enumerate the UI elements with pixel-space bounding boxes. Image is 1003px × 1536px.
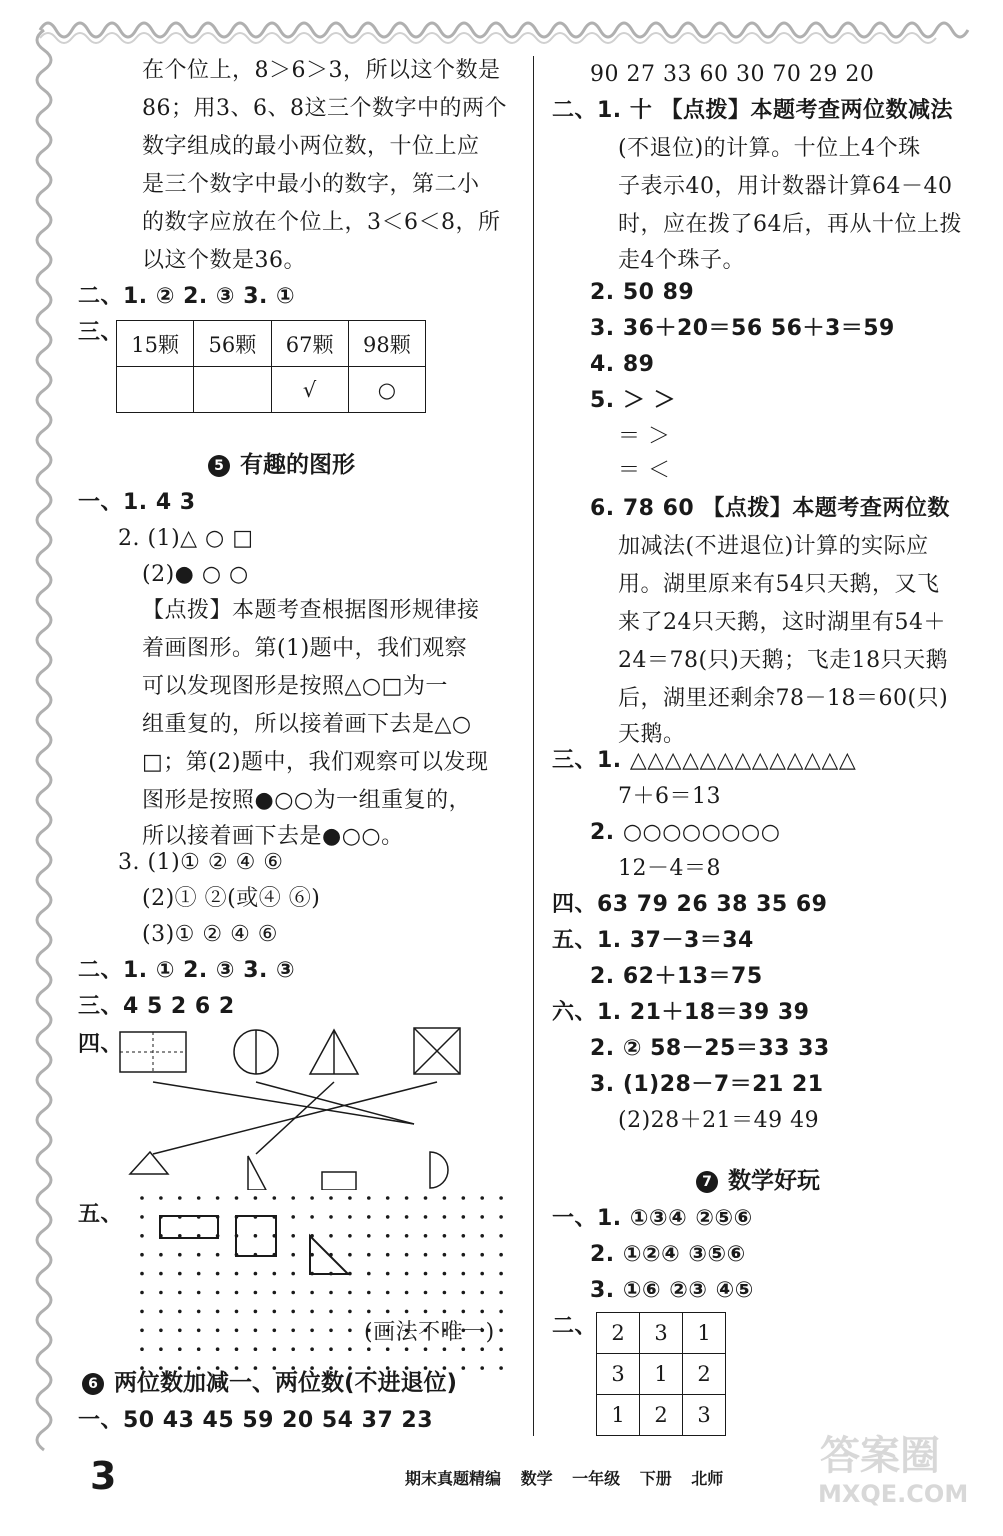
grid-dot xyxy=(291,1234,295,1238)
grid-dot xyxy=(424,1291,428,1295)
grid-dot xyxy=(178,1329,182,1333)
table-header-cell: 67颗 xyxy=(271,321,348,367)
grid-dot xyxy=(178,1196,182,1200)
answer-line: 7＋6＝13 xyxy=(618,784,721,809)
grid-dot xyxy=(462,1234,466,1238)
answer-line: 四、63 79 26 38 35 69 xyxy=(552,892,828,917)
grid-dot xyxy=(462,1215,466,1219)
answer-line: (2)● ○ ○ xyxy=(142,562,249,587)
grid-dot xyxy=(329,1234,333,1238)
grid-dot xyxy=(367,1253,371,1257)
grid-dot xyxy=(273,1310,277,1314)
answer-line: 3. 36＋20＝56 56＋3＝59 xyxy=(590,316,895,341)
grid-dot xyxy=(386,1291,390,1295)
grid-dot xyxy=(443,1196,447,1200)
grid-dot xyxy=(216,1253,220,1257)
magic-square-cell: 1 xyxy=(597,1395,640,1436)
answer-line: 二、1. ① 2. ③ 3. ③ xyxy=(78,958,296,983)
hint-line: □；第(2)题中，我们观察可以发现 xyxy=(142,750,489,775)
grid-dot xyxy=(424,1310,428,1314)
grid-dot xyxy=(462,1366,466,1370)
answer-line: 2. 62＋13＝75 xyxy=(590,964,763,989)
grid-dot xyxy=(462,1310,466,1314)
grid-dot xyxy=(216,1347,220,1351)
grid-dot xyxy=(216,1196,220,1200)
grid-dot xyxy=(140,1272,144,1276)
grid-dot xyxy=(443,1272,447,1276)
table-header-cell: 98颗 xyxy=(348,321,425,367)
answer-line: 3. (1)① ② ④ ⑥ xyxy=(118,850,284,875)
grid-dot xyxy=(254,1310,258,1314)
grid-dot xyxy=(159,1329,163,1333)
grid-dot xyxy=(235,1310,239,1314)
grid-dot xyxy=(140,1291,144,1295)
grid-dot xyxy=(386,1196,390,1200)
grid-dot xyxy=(178,1272,182,1276)
section-number-badge: 6 xyxy=(82,1373,104,1395)
grid-dot xyxy=(499,1253,503,1257)
grid-dot xyxy=(159,1272,163,1276)
grid-dot xyxy=(386,1234,390,1238)
grid-dot xyxy=(386,1310,390,1314)
grid-dot xyxy=(348,1215,352,1219)
answer-line: 一、1. 4 3 xyxy=(78,490,196,515)
grid-dot xyxy=(254,1196,258,1200)
grid-dot xyxy=(159,1291,163,1295)
grid-dot xyxy=(216,1329,220,1333)
grid-dot xyxy=(480,1310,484,1314)
grid-dot xyxy=(310,1329,314,1333)
grid-dot xyxy=(405,1196,409,1200)
grid-dot xyxy=(197,1347,201,1351)
answer-line: 90 27 33 60 30 70 29 20 xyxy=(590,62,875,87)
answer-line: (2)① ②(或④ ⑥) xyxy=(142,886,321,911)
hint-line: 【点拨】本题考查根据图形规律接 xyxy=(142,598,480,623)
grid-dot xyxy=(197,1272,201,1276)
grid-dot xyxy=(462,1291,466,1295)
explanation-line: 在个位上，8＞6＞3，所以这个数是 xyxy=(142,58,501,83)
half-triangle-shape xyxy=(130,1152,168,1174)
grid-dot xyxy=(499,1272,503,1276)
grid-dot xyxy=(178,1310,182,1314)
match-line xyxy=(153,1082,414,1124)
half-of-triangle-shape xyxy=(248,1156,266,1190)
grid-dot xyxy=(462,1196,466,1200)
magic-square-cell: 1 xyxy=(640,1354,683,1395)
grid-dot xyxy=(254,1347,258,1351)
grid-dot xyxy=(462,1272,466,1276)
grid-dot xyxy=(197,1310,201,1314)
magic-square-cell: 2 xyxy=(683,1354,726,1395)
grid-dot xyxy=(480,1366,484,1370)
answer-line: 二、1. ② 2. ③ 3. ① xyxy=(78,284,296,309)
grid-dot xyxy=(140,1347,144,1351)
grid-dot xyxy=(405,1291,409,1295)
grid-dot xyxy=(254,1234,258,1238)
grid-dot xyxy=(480,1215,484,1219)
magic-square-cell: 1 xyxy=(683,1313,726,1354)
answer-label: 四、 xyxy=(78,1032,124,1057)
grid-dot xyxy=(499,1215,503,1219)
section-6-heading xyxy=(82,1368,457,1398)
grid-dot xyxy=(348,1253,352,1257)
answer-line: ＝ ＞ xyxy=(618,424,671,449)
table-header-cell: 15颗 xyxy=(117,321,194,367)
grid-dot xyxy=(254,1272,258,1276)
grid-dot xyxy=(329,1215,333,1219)
answer-line: 六、1. 21＋18＝39 39 xyxy=(552,1000,810,1025)
grid-dot xyxy=(235,1329,239,1333)
grid-dot xyxy=(140,1215,144,1219)
grid-dot xyxy=(235,1347,239,1351)
grid-dot xyxy=(140,1196,144,1200)
grid-dot xyxy=(367,1215,371,1219)
grid-dot xyxy=(367,1272,371,1276)
grid-dot xyxy=(499,1196,503,1200)
grid-dot xyxy=(329,1347,333,1351)
grid-dot xyxy=(443,1310,447,1314)
answer-line: 4. 89 xyxy=(590,352,655,377)
grid-dot xyxy=(291,1196,295,1200)
answer-line: 3. ①⑥ ②③ ④⑤ xyxy=(590,1278,754,1303)
hint-line: 加减法(不进退位)计算的实际应 xyxy=(618,534,929,559)
answer-line: 2. (1)△ ○ □ xyxy=(118,526,254,551)
hint-line: 可以发现图形是按照△○□为一 xyxy=(142,674,448,699)
grid-dot xyxy=(216,1310,220,1314)
grid-dot xyxy=(291,1347,295,1351)
book-info: 期末真题精编 数学 一年级 下册 北师 xyxy=(405,1469,724,1488)
grid-dot xyxy=(329,1196,333,1200)
grid-dot xyxy=(386,1215,390,1219)
explanation-line: 86；用3、6、8这三个数字中的两个 xyxy=(142,96,507,121)
answer-line: 2. 50 89 xyxy=(590,280,695,305)
section-5-heading xyxy=(208,450,355,480)
grid-dot xyxy=(140,1310,144,1314)
grid-dot xyxy=(424,1272,428,1276)
grid-dot xyxy=(480,1196,484,1200)
grid-dot xyxy=(235,1196,239,1200)
table-mark-cell xyxy=(117,367,194,413)
answer-label: 二、 xyxy=(552,1314,598,1339)
grid-dot xyxy=(405,1215,409,1219)
explanation-line: 以这个数是36。 xyxy=(142,248,306,273)
grid-dot xyxy=(159,1196,163,1200)
grid-dot xyxy=(443,1253,447,1257)
section-title: 两位数加减一、两位数(不进退位) xyxy=(114,1370,458,1396)
hint-line: 图形是按照●○○为一组重复的， xyxy=(142,788,472,813)
grid-dot xyxy=(499,1347,503,1351)
grid-dot xyxy=(367,1234,371,1238)
grid-dot xyxy=(329,1310,333,1314)
page-number: 3 xyxy=(90,1454,117,1498)
grid-dot xyxy=(273,1196,277,1200)
dot-grid-drawing xyxy=(128,1196,518,1386)
grid-dot xyxy=(348,1291,352,1295)
grid-dot xyxy=(291,1272,295,1276)
grid-dot xyxy=(310,1310,314,1314)
grid-dot xyxy=(443,1234,447,1238)
grid-dot xyxy=(405,1234,409,1238)
grid-dot xyxy=(197,1196,201,1200)
grid-dot xyxy=(197,1253,201,1257)
grid-dot xyxy=(348,1329,352,1333)
half-circle-shape xyxy=(430,1152,448,1188)
grid-dot xyxy=(348,1347,352,1351)
grid-dot xyxy=(348,1310,352,1314)
grid-dot xyxy=(197,1291,201,1295)
grid-dot xyxy=(443,1215,447,1219)
magic-square-table xyxy=(596,1312,726,1436)
grid-dot xyxy=(386,1253,390,1257)
answer-line: 3. (1)28－7＝21 21 xyxy=(590,1072,824,1097)
bead-answer-table xyxy=(116,320,426,413)
magic-square-cell: 3 xyxy=(597,1354,640,1395)
hint-line: 后，湖里还剩余78－18＝60(只) xyxy=(618,686,949,711)
answer-label: 三、 xyxy=(78,320,124,345)
grid-dot xyxy=(159,1347,163,1351)
grid-dot xyxy=(273,1347,277,1351)
answer-line: ＝ ＜ xyxy=(618,458,671,483)
grid-dot xyxy=(405,1272,409,1276)
grid-dot xyxy=(386,1272,390,1276)
grid-dot xyxy=(405,1310,409,1314)
grid-dot xyxy=(273,1329,277,1333)
grid-dot xyxy=(424,1196,428,1200)
answer-line: 5. ＞ ＞ xyxy=(590,388,676,413)
grid-dot xyxy=(480,1253,484,1257)
section-7-heading xyxy=(696,1166,820,1196)
hint-line: 用。湖里原来有54只天鹅，又飞 xyxy=(618,572,940,597)
grid-dot xyxy=(140,1234,144,1238)
grid-dot xyxy=(348,1234,352,1238)
hint-line: 走4个珠子。 xyxy=(618,248,745,273)
grid-dot xyxy=(197,1329,201,1333)
grid-dot xyxy=(178,1253,182,1257)
grid-dot xyxy=(273,1272,277,1276)
grid-dot xyxy=(329,1329,333,1333)
table-mark-cell: √ xyxy=(271,367,348,413)
watermark-url: MXQE.COM xyxy=(818,1480,969,1508)
explanation-line: 的数字应放在个位上，3＜6＜8，所 xyxy=(142,210,501,235)
grid-dot xyxy=(367,1196,371,1200)
answer-line: 12－4＝8 xyxy=(618,856,721,881)
grid-dot xyxy=(499,1310,503,1314)
answer-line: 三、1. △△△△△△△△△△△△△ xyxy=(552,748,857,773)
answer-line: 三、4 5 2 6 2 xyxy=(78,994,235,1019)
answer-line: 一、1. ①③④ ②⑤⑥ xyxy=(552,1206,753,1231)
hint-line: 来了24只天鹅，这时湖里有54＋ xyxy=(618,610,946,635)
hint-line: 着画图形。第(1)题中，我们观察 xyxy=(142,636,468,661)
grid-dot xyxy=(291,1215,295,1219)
grid-dot xyxy=(140,1253,144,1257)
hint-line: 时，应在拨了64后，再从十位上拨 xyxy=(618,212,962,237)
grid-dot xyxy=(140,1329,144,1333)
drawn-right-triangle xyxy=(310,1236,348,1274)
grid-dot xyxy=(178,1347,182,1351)
grid-dot xyxy=(291,1253,295,1257)
section-title: 数学好玩 xyxy=(728,1168,820,1194)
answer-line: (2)28＋21＝49 49 xyxy=(618,1108,820,1133)
explanation-line: 是三个数字中最小的数字，第二小 xyxy=(142,172,480,197)
grid-dot xyxy=(310,1196,314,1200)
grid-dot xyxy=(235,1291,239,1295)
grid-dot xyxy=(367,1291,371,1295)
grid-dot xyxy=(480,1272,484,1276)
grid-dot xyxy=(178,1291,182,1295)
hint-line: 组重复的，所以接着画下去是△○ xyxy=(142,712,472,737)
answer-label: 五、 xyxy=(78,1202,124,1227)
answer-line: 2. ② 58－25＝33 33 xyxy=(590,1036,830,1061)
hint-line: 天鹅。 xyxy=(618,722,686,747)
grid-dot xyxy=(367,1310,371,1314)
hint-line: 子表示40，用计数器计算64－40 xyxy=(618,174,953,199)
grid-dot xyxy=(235,1272,239,1276)
hint-line: 所以接着画下去是●○○。 xyxy=(142,824,404,849)
grid-dot xyxy=(291,1291,295,1295)
table-mark-cell: ○ xyxy=(348,367,425,413)
grid-dot xyxy=(254,1329,258,1333)
magic-square-cell: 2 xyxy=(640,1395,683,1436)
grid-dot xyxy=(291,1329,295,1333)
answer-line: 2. ○○○○○○○○ xyxy=(590,820,781,845)
answer-line: (3)① ② ④ ⑥ xyxy=(142,922,279,947)
grid-dot xyxy=(424,1215,428,1219)
section-number-badge: 5 xyxy=(208,455,230,477)
grid-dot xyxy=(291,1310,295,1314)
drawing-note: (画法不唯一) xyxy=(364,1320,495,1345)
answer-line: 一、50 43 45 59 20 54 37 23 xyxy=(78,1408,434,1433)
grid-dot xyxy=(462,1253,466,1257)
answer-line: 二、1. 十 【点拨】本题考查两位数减法 xyxy=(552,98,953,123)
answer-line: 6. 78 60 【点拨】本题考查两位数 xyxy=(590,496,950,521)
answer-line: 2. ①②④ ③⑤⑥ xyxy=(590,1242,746,1267)
grid-dot xyxy=(499,1291,503,1295)
magic-square-cell: 2 xyxy=(597,1313,640,1354)
explanation-line: 数字组成的最小两位数，十位上应 xyxy=(142,134,480,159)
grid-dot xyxy=(310,1347,314,1351)
grid-dot xyxy=(159,1310,163,1314)
grid-dot xyxy=(159,1253,163,1257)
grid-dot xyxy=(480,1291,484,1295)
grid-dot xyxy=(310,1291,314,1295)
grid-dot xyxy=(273,1291,277,1295)
grid-dot xyxy=(499,1234,503,1238)
grid-dot xyxy=(216,1272,220,1276)
column-divider xyxy=(533,56,534,1436)
grid-dot xyxy=(499,1329,503,1333)
grid-dot xyxy=(348,1196,352,1200)
grid-dot xyxy=(480,1234,484,1238)
section-number-badge: 7 xyxy=(696,1171,718,1193)
table-mark-cell xyxy=(194,367,271,413)
grid-dot xyxy=(499,1366,503,1370)
grid-dot xyxy=(216,1291,220,1295)
section-title: 有趣的图形 xyxy=(240,452,355,478)
grid-dot xyxy=(424,1253,428,1257)
grid-dot xyxy=(310,1215,314,1219)
magic-square-cell: 3 xyxy=(683,1395,726,1436)
answer-line: 五、1. 37－3＝34 xyxy=(552,928,754,953)
shape-matching-diagram xyxy=(84,1024,484,1190)
hint-line: (不退位)的计算。十位上4个珠 xyxy=(618,136,921,161)
quarter-rectangle-shape xyxy=(322,1172,356,1190)
grid-dot xyxy=(405,1253,409,1257)
grid-dot xyxy=(424,1234,428,1238)
drawn-rectangle xyxy=(160,1216,218,1238)
grid-dot xyxy=(329,1291,333,1295)
grid-dot xyxy=(254,1291,258,1295)
magic-square-cell: 3 xyxy=(640,1313,683,1354)
hint-line: 24＝78(只)天鹅；飞走18只天鹅 xyxy=(618,648,949,673)
watermark-logo: 答案圈 xyxy=(820,1433,940,1479)
table-header-cell: 56颗 xyxy=(194,321,271,367)
grid-dot xyxy=(443,1291,447,1295)
